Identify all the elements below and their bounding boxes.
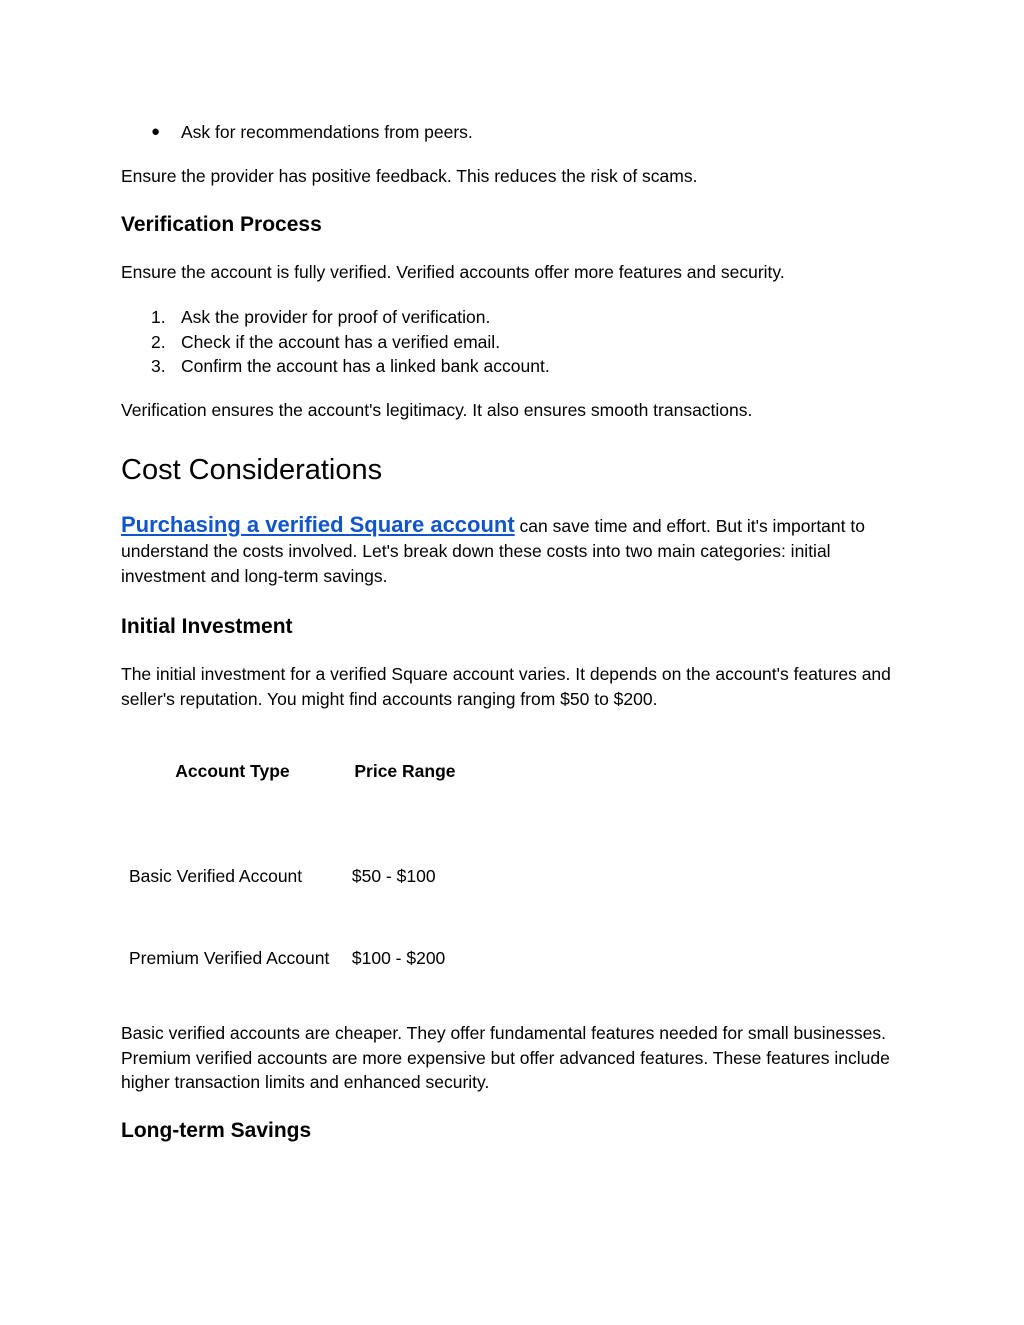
table-row	[121, 917, 466, 999]
table-cell: $50 - $100	[351, 865, 436, 886]
list-item-text: Ask for recommendations from peers.	[181, 122, 473, 142]
paragraph-cost-intro	[121, 512, 911, 589]
table-header-price-range: Price Range	[354, 761, 456, 781]
heading-verification-process: Verification Process	[121, 213, 322, 236]
table-cell: $100 - $200	[351, 947, 446, 968]
table-cell: Premium Verified Account	[129, 947, 330, 968]
price-table	[121, 753, 466, 999]
list-item	[121, 330, 550, 355]
paragraph-initial-investment: The initial investment for a verified Square account varies. It depends on the account's features and seller's reputation. You might find accounts ranging from $50 to $200.	[121, 664, 891, 709]
table-header-row	[121, 753, 466, 835]
list-item	[121, 120, 473, 144]
list-number: 1.	[151, 307, 166, 327]
numbered-list	[121, 305, 550, 379]
list-number: 2.	[151, 331, 166, 352]
heading-cost-considerations: Cost Considerations	[121, 454, 383, 486]
list-item-text: Confirm the account has a linked bank account.	[181, 356, 550, 376]
cost-intro-text: can save time and effort. But it's important to understand the costs involved. Let's break down these costs into two main categories: initial investment and long-term savings.	[121, 516, 865, 586]
table-row	[121, 835, 466, 917]
list-item	[121, 354, 550, 379]
list-number: 3.	[151, 356, 166, 376]
heading-long-term-savings: Long-term Savings	[121, 1119, 312, 1142]
heading-initial-investment: Initial Investment	[121, 615, 293, 638]
paragraph-account-comparison: Basic verified accounts are cheaper. They offer fundamental features needed for small businesses. Premium verified accounts are more expensive but offer advanced features. These features include higher transaction limits and enhanced security.	[121, 1023, 890, 1092]
bullet-list	[121, 120, 473, 144]
purchasing-link[interactable]: Purchasing a verified Square account	[121, 512, 515, 537]
list-item	[121, 305, 550, 330]
list-item-text: Ask the provider for proof of verification.	[181, 307, 491, 327]
list-item-text: Check if the account has a verified email.	[181, 331, 501, 352]
bullet-marker: ●	[151, 123, 161, 140]
table-cell: Basic Verified Account	[129, 865, 303, 886]
paragraph-feedback: Ensure the provider has positive feedback. This reduces the risk of scams.	[121, 166, 698, 186]
paragraph-verification-outro: Verification ensures the account's legitimacy. It also ensures smooth transactions.	[121, 400, 753, 420]
table-header-account-type: Account Type	[175, 761, 290, 781]
paragraph-verification-intro: Ensure the account is fully verified. Verified accounts offer more features and security.	[121, 262, 785, 282]
